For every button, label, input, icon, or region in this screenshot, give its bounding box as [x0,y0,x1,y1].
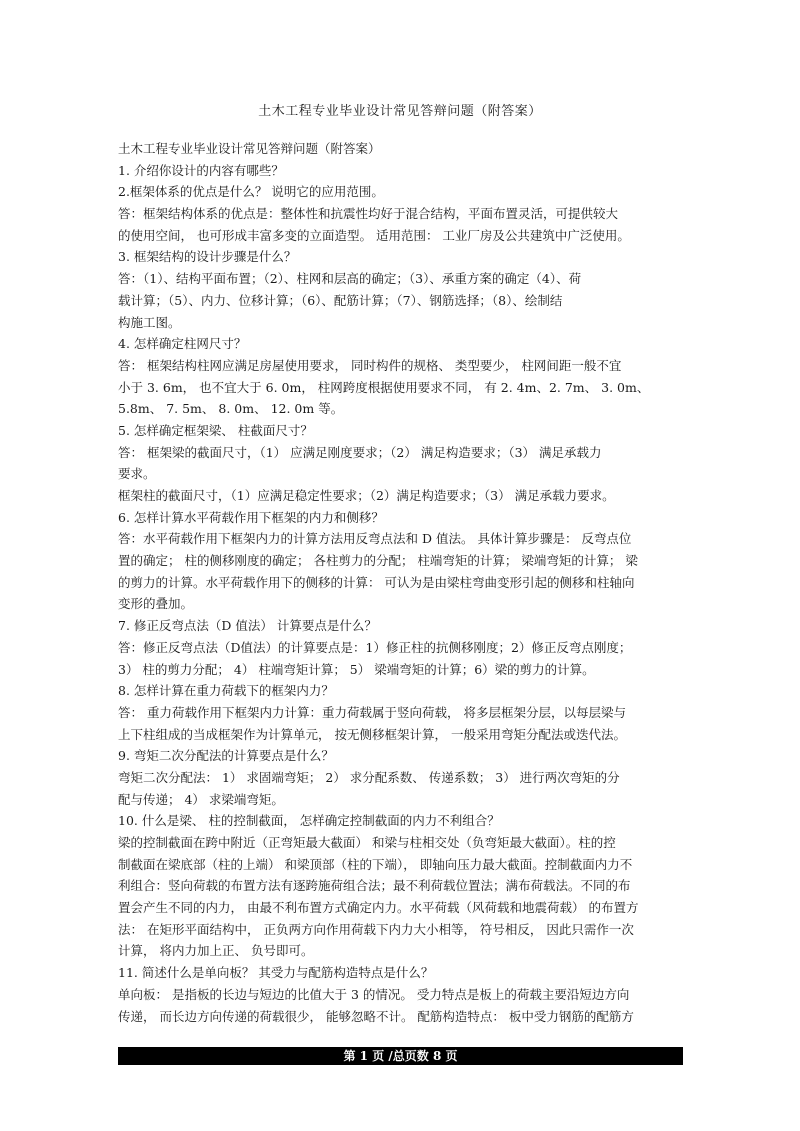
text-line: 利组合：竖向荷载的布置方法有逐跨施荷组合法；最不利荷载位置法；满布荷载法。不同的布 [118,878,631,894]
text-line: 3） 柱的剪力分配； 4） 柱端弯矩计算； 5） 梁端弯矩的计算；6）梁的剪力的计算。 [118,661,595,677]
text-line: 答：修正反弯点法（D值法）的计算要点是：1）修正柱的抗侧移刚度；2）修正反弯点刚度； [118,639,632,655]
document-body [118,138,683,1027]
text-line: 法： 在矩形平面结构中， 正负两方向作用荷载下内力大小相等， 符号相反， 因此只需作一次 [118,921,634,937]
text-line: 8. 怎样计算在重力荷载下的框架内力？ [118,683,334,699]
document-title: 土木工程专业毕业设计常见答辩问题（附答案） [258,104,542,119]
text-line: 要求。 [118,466,156,482]
text-line: 答：水平荷载作用下框架内力的计算方法用反弯点法和 D 值法。 具体计算步骤是： 反弯点位 [118,531,632,547]
text-line: 制截面在梁底部（柱的上端） 和梁顶部（柱的下端）， 即轴向压力最大截面。控制截面内力不 [118,856,633,872]
text-line: 答：（1）、结构平面布置；（2）、柱网和层高的确定；（3）、承重方案的确定（4）、荷 [118,271,582,287]
text-line: 5.8m、 7. 5m、 8. 0m、 12. 0m 等。 [118,401,344,417]
text-line: 答： 框架梁的截面尺寸，（1） 应满足刚度要求；（2） 满足构造要求；（3） 满足承载力 [118,444,602,460]
text-line: 上下柱组成的当成框架作为计算单元， 按无侧移框架计算， 一般采用弯矩分配法或迭代法。 [118,726,626,742]
text-line: 单向板： 是指板的长边与短边的比值大于 3 的情况。 受力特点是板上的荷载主要沿短边方向 [118,986,630,1002]
text-line: 土木工程专业毕业设计常见答辩问题（附答案） [118,141,381,156]
text-line: 7. 修正反弯点法（D 值法） 计算要点是什么？ [118,618,377,634]
text-line: 10. 什么是梁、 柱的控制截面， 怎样确定控制截面的内力不利组合？ [118,813,500,829]
text-line: 9. 弯矩二次分配法的计算要点是什么？ [118,748,334,764]
page-footer [118,1047,683,1065]
text-line: 配与传递； 4） 求梁端弯矩。 [118,791,284,807]
text-line: 答：框架结构体系的优点是：整体性和抗震性均好于混合结构，平面布置灵活，可提供较大 [118,206,619,222]
text-line: 4. 怎样确定柱网尺寸？ [118,336,247,352]
text-line: 5. 怎样确定框架梁、 柱截面尺寸？ [118,422,313,438]
text-line: 小于 3. 6m， 也不宜大于 6. 0m， 柱网跨度根据使用要求不同， 有 2. 4m、2. 7m、 3. 0m、 [118,379,650,395]
text-line: 框架柱的截面尺寸，（1）应满足稳定性要求；（2）满足构造要求；（3） 满足承载力要求。 [118,488,615,503]
text-line: 置会产生不同的内力， 由最不利布置方式确定内力。水平荷载（风荷载和地震荷载） 的布置方 [118,900,639,916]
text-line: 11. 简述什么是单向板？ 其受力与配筋构造特点是什么？ [118,965,434,981]
text-line: 构施工图。 [118,314,181,330]
text-line: 答： 框架结构柱网应满足房屋使用要求， 同时构件的规格、 类型要少， 柱网间距一般不宜 [118,357,622,373]
text-line: 载计算；（5）、内力、位移计算；（6）、配筋计算；（7）、钢筋选择；（8）、绘制结 [118,292,563,308]
text-line: 置的确定； 柱的侧移刚度的确定； 各柱剪力的分配； 柱端弯矩的计算； 梁端弯矩的计算； 梁 [118,553,638,569]
text-line: 2.框架体系的优点是什么？ 说明它的应用范围。 [118,184,384,200]
text-line: 3. 框架结构的设计步骤是什么？ [118,249,297,265]
text-line: 6. 怎样计算水平荷载作用下框架的内力和侧移？ [118,509,384,525]
text-line: 的剪力的计算。水平荷载作用下的侧移的计算： 可认为是由梁柱弯曲变形引起的侧移和柱轴向 [118,574,635,590]
text-line: 答： 重力荷载作用下框架内力计算：重力荷载属于竖向荷载， 将多层框架分层，以每层梁与 [118,704,626,720]
text-line: 计算， 将内力加上正、 负号即可。 [118,943,314,959]
text-line: 的使用空间， 也可形成丰富多变的立面造型。 适用范围： 工业厂房及公共建筑中广泛使用。 [118,227,630,243]
page-number-label: 第 1 页 /总页数 8 页 [343,1049,458,1063]
text-line: 梁的控制截面在跨中附近（正弯矩最大截面） 和梁与柱相交处（负弯矩最大截面）。柱的控 [118,835,616,850]
text-line: 传递， 而长边方向传递的荷载很少， 能够忽略不计。 配筋构造特点： 板中受力钢筋的配筋方 [118,1008,634,1024]
text-line: 变形的叠加。 [118,596,194,612]
text-line: 1. 介绍你设计的内容有哪些？ [118,162,284,178]
text-line: 弯矩二次分配法： 1） 求固端弯矩； 2） 求分配系数、 传递系数； 3） 进行两次弯矩的分 [118,769,620,785]
